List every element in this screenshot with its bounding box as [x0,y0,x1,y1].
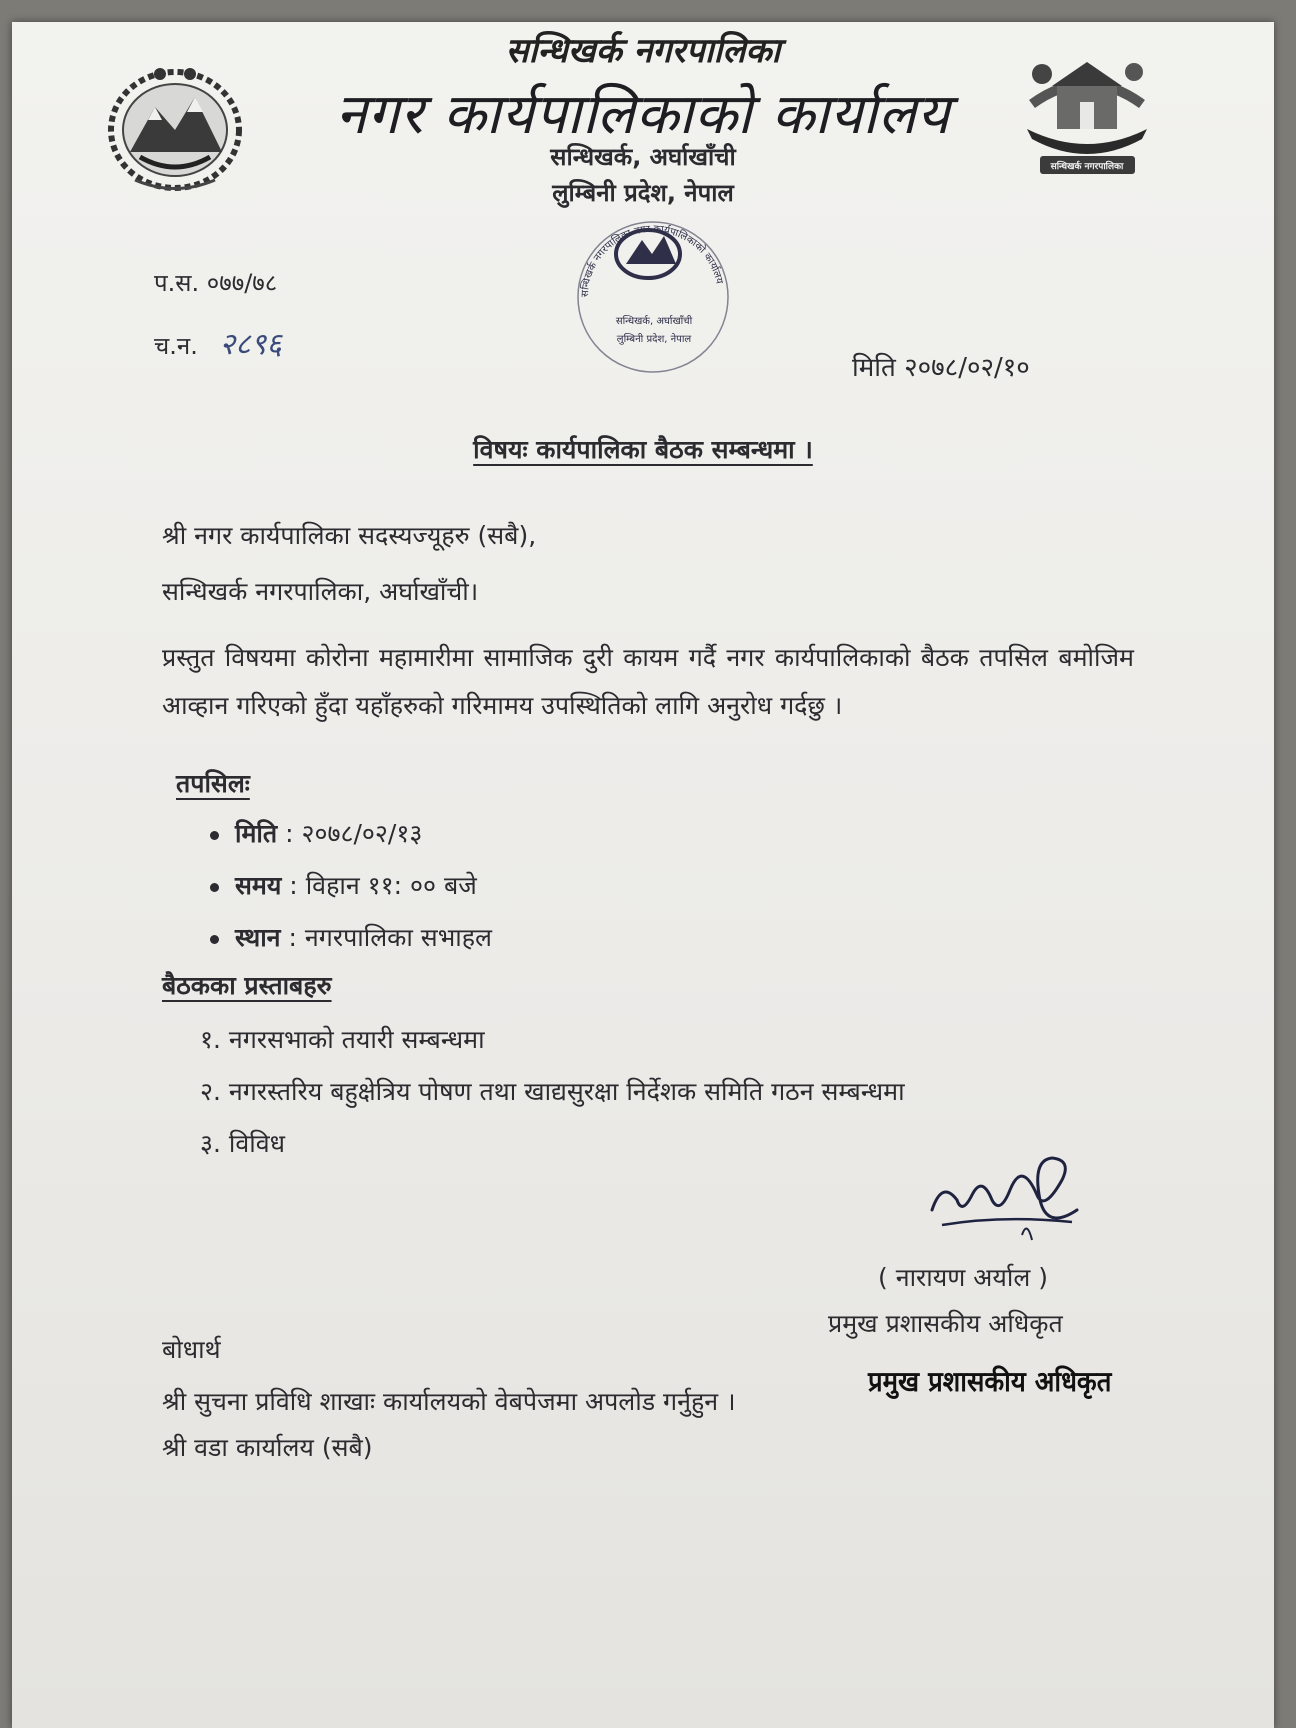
letter-number-value: ०७७/७८ [206,269,278,297]
municipal-logo-icon [1012,44,1162,184]
subject-line [12,432,1274,466]
dispatch-number-label: च.न. [154,332,198,360]
date-value: २०७८/०२/१० [904,353,1030,383]
agenda-item-3: ३. विविध [200,1129,286,1158]
details-heading: तपसिलः [176,769,250,798]
dispatch-number-value: २८९६ [219,327,282,362]
bullet-icon [210,883,219,892]
seal-line-1: सन्धिखर्क, अर्घाखाँची [615,316,693,327]
letter-number-label: प.स. [154,269,200,297]
office-title: नगर कार्यपालिकाको कार्यालय [335,82,951,147]
letter-number [154,266,277,299]
agenda-item-1: १. नगरसभाको तयारी सम्बन्धमा [200,1025,485,1054]
agenda-heading: बैठकका प्रस्ताबहरु [162,971,332,1000]
cc-heading: बोधार्थ [162,1335,221,1364]
recipient-line-1: श्री नगर कार्यपालिका सदस्यज्यूहरु (सबै), [162,521,537,550]
office-seal-stamp [568,202,738,382]
seal-line-2: लुम्बिनी प्रदेश, नेपाल [616,334,692,345]
subject-text: विषयः कार्यपालिका बैठक सम्बन्धमा । [473,435,813,464]
dispatch-number [154,322,282,363]
municipality-name: सन्धिखर्क नगरपालिका [505,31,781,71]
date-label: मिति [852,353,896,383]
cc-line-2: श्री वडा कार्यालय (सबै) [162,1433,373,1462]
detail-item-time: समय : विहान ११: ०० बजे [210,868,477,902]
office-address-2: लुम्बिनी प्रदेश, नेपाल [552,179,734,207]
bullet-icon [210,935,219,944]
municipal-logo-caption: सन्धिखर्क नगरपालिका [1050,162,1124,172]
body-paragraph: प्रस्तुत विषयमा कोरोना महामारीमा सामाजिक दुरी कायम गर्दै नगर कार्यपालिकाको बैठक तपसिल बमोजिम आव्हान गरिएको हुँदा यहाँहरुको गरिमामय उपस्थितिको लागि अनुरोध गर्दछु । [162,643,1134,720]
bullet-icon [210,831,219,840]
agenda-item-2: २. नगरस्तरिय बहुक्षेत्रिय पोषण तथा खाद्यसुरक्षा निर्देशक समिति गठन सम्बन्धमा [200,1077,905,1106]
detail-item-date: मिति : २०७८/०२/१३ [210,816,422,850]
recipient-line-2: सन्धिखर्क नगरपालिका, अर्घाखाँची। [162,577,479,606]
signatory-title-stamp: प्रमुख प्रशासकीय अधिकृत [868,1365,1112,1398]
detail-item-venue: स्थान : नगरपालिका सभाहल [210,920,492,954]
signatory-title: प्रमुख प्रशासकीय अधिकृत [828,1309,1063,1338]
signatory-name: ( नारायण अर्याल ) [878,1263,1048,1292]
letter-date [852,348,1030,384]
seal-ring-text: सन्धिखर्क नगरपालिका नगर कार्यपालिकाको कार्यालय [579,223,725,298]
cc-line-1: श्री सुचना प्रविधि शाखाः कार्यालयको वेबपेजमा अपलोड गर्नुहुन । [162,1387,736,1416]
letter-page [12,22,1274,1728]
office-address-1: सन्धिखर्क, अर्घाखाँची [550,143,736,171]
signature-mark [912,1140,1092,1250]
